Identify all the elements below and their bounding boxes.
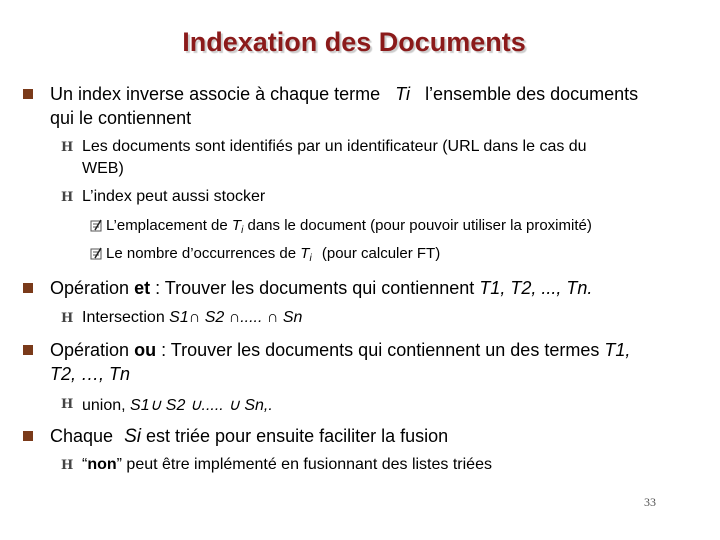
h-bullet-icon: H bbox=[61, 190, 74, 205]
h-bullet-icon: H bbox=[61, 140, 74, 155]
sub-bullet-text-cont: WEB) bbox=[82, 160, 124, 177]
sub-bullet-text: Intersection S1∩ S2 ∩..... ∩ Sn bbox=[82, 309, 303, 326]
page-number: 33 bbox=[644, 495, 656, 509]
bullet-text bbox=[50, 84, 638, 105]
bullet-text: Chaque Si est triée pour ensuite faciliter la fusion bbox=[50, 426, 449, 447]
square-bullet-icon bbox=[23, 345, 33, 355]
term-var: Ti bbox=[395, 84, 411, 104]
sub-sub-bullet-text: L’emplacement de $T_i$ dans le document (pour pouvoir utiliser la proximité) bbox=[106, 217, 592, 236]
bullet-text: Opération ou : Trouver les documents qui contiennent un des termes T1, bbox=[50, 340, 631, 360]
h-bullet-icon: H bbox=[61, 311, 74, 326]
term-var: $T_i$ bbox=[300, 245, 312, 264]
sub-bullet-text: Les documents sont identifiés par un identificateur (URL dans le cas du bbox=[82, 138, 587, 155]
h-bullet-icon: H bbox=[61, 397, 74, 412]
pen-paper-icon bbox=[90, 219, 102, 232]
term-var: Si bbox=[124, 426, 141, 447]
term-var: $T_i$ bbox=[231, 217, 244, 236]
bullet-text-cont: T2, …, Tn bbox=[50, 364, 131, 384]
sub-bullet-text: “non” peut être implémenté en fusionnant des listes triées bbox=[82, 456, 492, 473]
square-bullet-icon bbox=[23, 89, 33, 99]
sub-sub-bullet-text: Le nombre d’occurrences de $T_i$ (pour calculer FT) bbox=[106, 245, 441, 264]
bullet-text: Opération et : Trouver les documents qui contiennent T1, T2, ..., Tn. bbox=[50, 278, 593, 298]
text: Un index inverse associe à chaque terme bbox=[50, 84, 381, 104]
square-bullet-icon bbox=[23, 431, 33, 441]
bullet-text-cont: qui le contiennent bbox=[50, 108, 192, 128]
h-bullet-icon: H bbox=[61, 458, 74, 473]
sub-bullet-text: union, S1∪ S2 ∪..... ∪ Sn,. bbox=[82, 397, 273, 414]
text: l’ensemble des documents bbox=[425, 84, 639, 104]
square-bullet-icon bbox=[23, 283, 33, 293]
pen-paper-icon bbox=[90, 247, 102, 260]
sub-bullet-text: L’index peut aussi stocker bbox=[82, 188, 266, 205]
page-title: Indexation des Documents bbox=[182, 27, 526, 57]
